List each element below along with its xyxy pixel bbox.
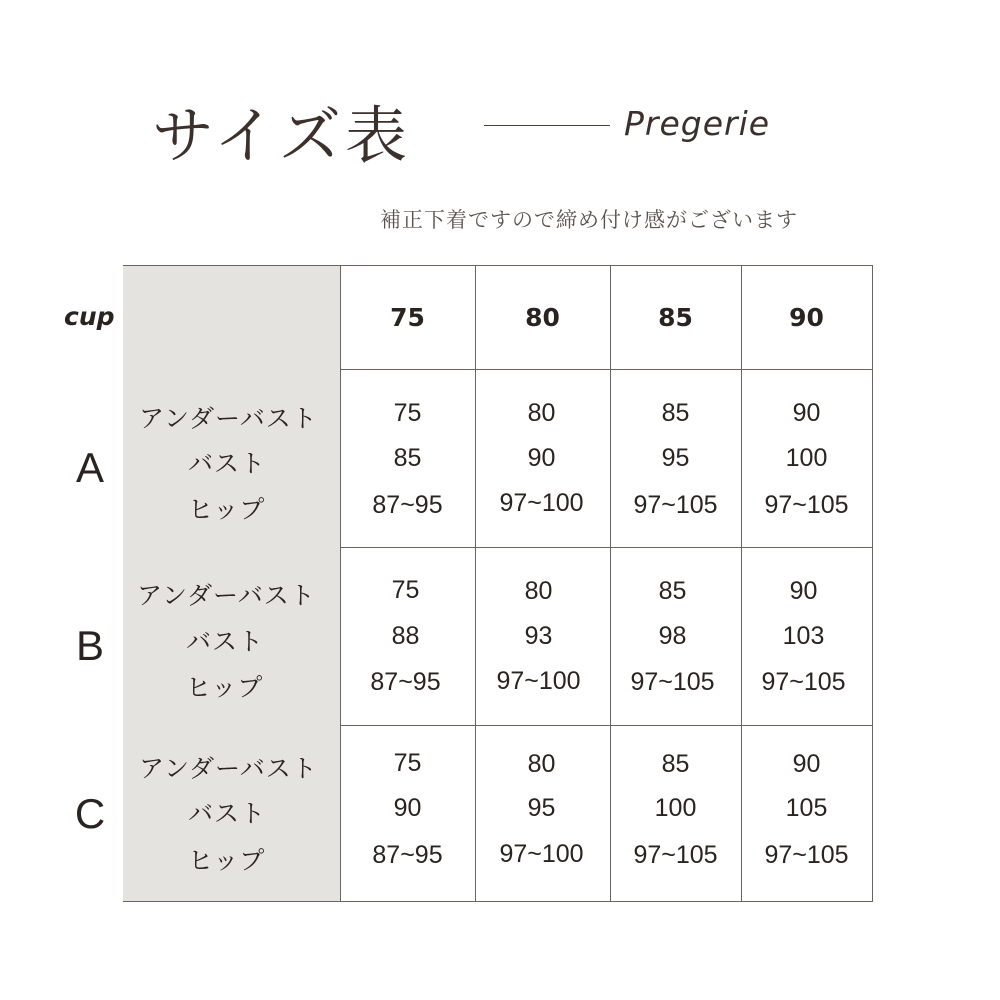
value-hip: 97~100 bbox=[496, 667, 581, 695]
label-underbust: アンダーバスト bbox=[139, 404, 318, 433]
label-hip: ヒップ bbox=[188, 846, 266, 875]
value-underbust: 90 bbox=[792, 750, 821, 778]
value-hip: 87~95 bbox=[372, 491, 443, 519]
label-bust: バスト bbox=[188, 449, 267, 478]
value-underbust: 85 bbox=[658, 577, 687, 605]
page-title: サイズ表 bbox=[152, 99, 412, 172]
cup-label: cup bbox=[64, 302, 115, 331]
value-bust: 95 bbox=[661, 444, 690, 472]
value-hip: 97~105 bbox=[633, 841, 718, 869]
column-header-75: 75 bbox=[390, 303, 425, 332]
value-bust: 95 bbox=[527, 794, 556, 822]
value-bust: 98 bbox=[658, 622, 687, 650]
value-hip: 97~100 bbox=[499, 840, 584, 868]
label-underbust: アンダーバスト bbox=[137, 581, 316, 610]
value-bust: 90 bbox=[527, 444, 556, 472]
value-bust: 100 bbox=[654, 794, 697, 822]
label-bust: バスト bbox=[186, 627, 265, 656]
value-bust: 100 bbox=[785, 444, 828, 472]
value-underbust: 90 bbox=[792, 399, 821, 427]
value-underbust: 75 bbox=[393, 749, 422, 777]
value-hip: 97~105 bbox=[761, 668, 846, 696]
grade-label-b: B bbox=[75, 622, 104, 669]
grade-label-c: C bbox=[74, 790, 106, 837]
value-underbust: 75 bbox=[393, 399, 422, 427]
value-hip: 87~95 bbox=[372, 841, 443, 869]
value-hip: 97~105 bbox=[633, 491, 718, 519]
value-hip: 97~105 bbox=[630, 668, 715, 696]
title-divider bbox=[484, 125, 610, 126]
value-hip: 97~105 bbox=[764, 841, 849, 869]
column-header-90: 90 bbox=[789, 303, 824, 332]
label-bust: バスト bbox=[188, 799, 267, 828]
column-header-80: 80 bbox=[525, 303, 560, 332]
value-hip: 97~100 bbox=[499, 489, 584, 517]
value-underbust: 75 bbox=[391, 576, 420, 604]
value-bust: 85 bbox=[393, 444, 422, 472]
value-underbust: 80 bbox=[527, 399, 556, 427]
row-divider bbox=[340, 369, 873, 370]
size-table bbox=[123, 265, 873, 902]
label-underbust: アンダーバスト bbox=[139, 754, 318, 783]
grade-label-a: A bbox=[75, 444, 104, 491]
column-header-85: 85 bbox=[658, 303, 693, 332]
value-underbust: 80 bbox=[527, 750, 556, 778]
subtitle-note: 補正下着ですので締め付け感がございます bbox=[380, 208, 798, 232]
value-underbust: 85 bbox=[661, 399, 690, 427]
row-divider bbox=[340, 547, 873, 548]
value-bust: 88 bbox=[391, 622, 420, 650]
value-underbust: 90 bbox=[789, 577, 818, 605]
value-hip: 87~95 bbox=[370, 668, 441, 696]
label-hip: ヒップ bbox=[186, 673, 264, 702]
value-hip: 97~105 bbox=[764, 491, 849, 519]
value-underbust: 85 bbox=[661, 750, 690, 778]
value-bust: 105 bbox=[785, 794, 828, 822]
label-hip: ヒップ bbox=[188, 495, 266, 524]
value-bust: 93 bbox=[524, 622, 553, 650]
brand-name: Pregerie bbox=[624, 104, 771, 143]
value-underbust: 80 bbox=[524, 577, 553, 605]
row-divider bbox=[340, 725, 873, 726]
value-bust: 90 bbox=[393, 794, 422, 822]
value-bust: 103 bbox=[782, 622, 825, 650]
